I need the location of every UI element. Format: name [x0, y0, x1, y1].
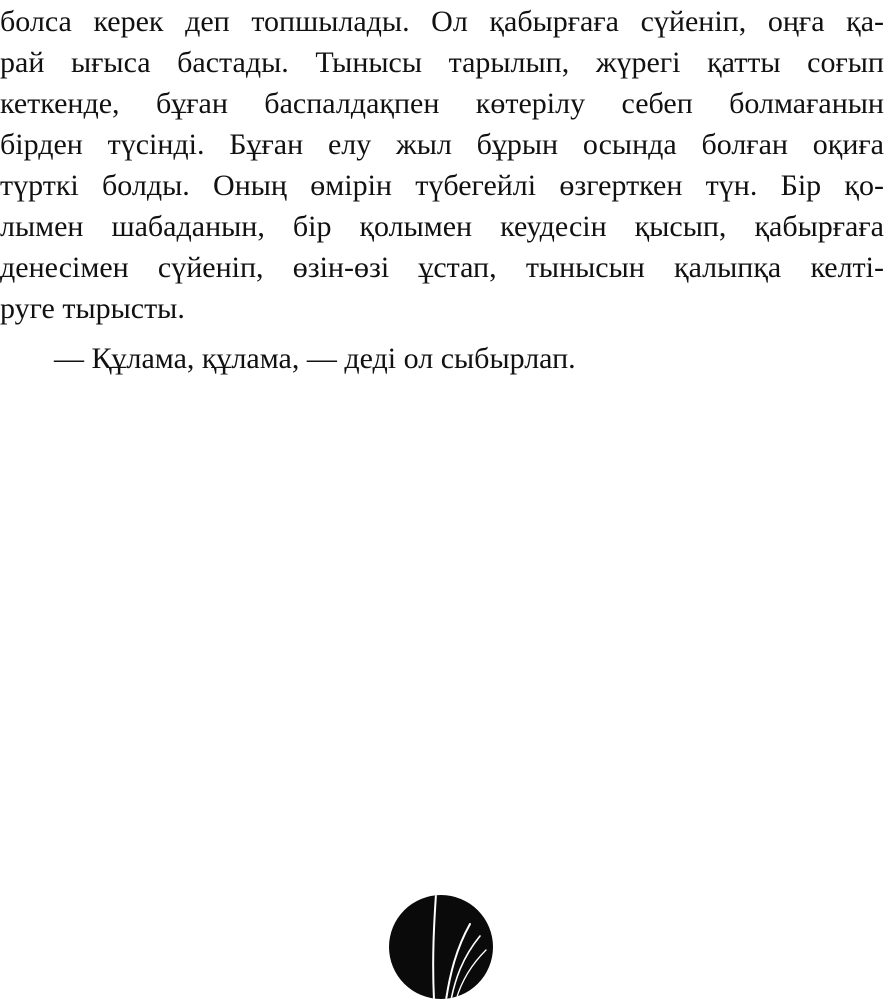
text-line: руге тырысты.: [0, 292, 185, 325]
text-line: кеткенде, бұған баспалдақпен көтерілу себеп болмағанын: [0, 87, 884, 120]
publisher-logo-icon: [388, 894, 494, 1000]
text-line: болса керек деп топшылады. Ол қабырғаға сүйеніп, оңға қа-: [0, 5, 884, 38]
text-line: түрткі болды. Оның өмірін түбегейлі өзгерткен түн. Бір қо-: [0, 169, 884, 202]
text-line: рай ығыса бастады. Тынысы тарылып, жүрегі қатты соғып: [0, 46, 884, 79]
text-line: бірден түсінді. Бұған елу жыл бұрын осында болған оқиға: [0, 128, 884, 161]
text-line: денесімен сүйеніп, өзін-өзі ұстап, тынысын қалыпқа келті-: [0, 251, 884, 284]
dialogue-line: — Құлама, құлама, — деді ол сыбырлап.: [54, 342, 576, 375]
text-line: лымен шабаданын, бір қолымен кеудесін қысып, қабырғаға: [0, 210, 884, 243]
